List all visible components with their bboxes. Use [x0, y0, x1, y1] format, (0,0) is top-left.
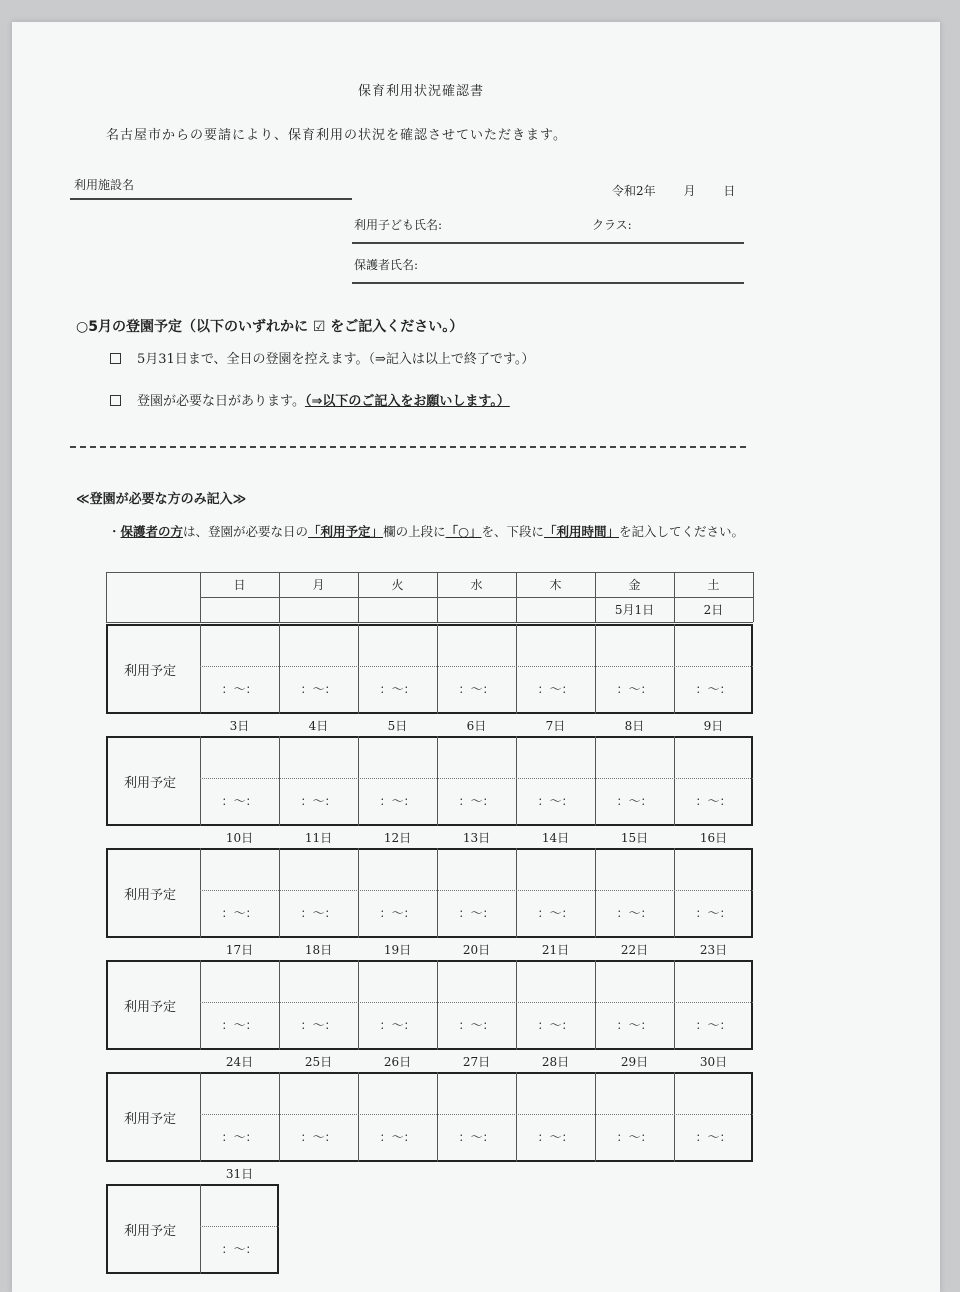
era-year-label: 令和2年 [612, 184, 656, 198]
date-cell: 18日 [304, 942, 333, 957]
attendance-mark-cell[interactable] [200, 1072, 279, 1114]
form-title: 保育利用状況確認書 [358, 84, 485, 99]
facility-field[interactable] [70, 198, 352, 200]
attendance-mark-cell[interactable] [200, 1184, 279, 1226]
row-divider [200, 1002, 753, 1003]
plan-row-label: 利用予定 [124, 1000, 177, 1015]
time-cell[interactable]: ：～： [221, 905, 258, 920]
attendance-mark-cell[interactable] [674, 624, 753, 666]
date-cell: 19日 [383, 942, 412, 957]
attendance-mark-cell[interactable] [279, 736, 358, 778]
date-cell [200, 597, 279, 622]
attendance-mark-cell[interactable] [200, 848, 279, 890]
weekday-header: 月 [312, 578, 325, 592]
time-cell[interactable]: ：～： [458, 1017, 495, 1032]
attendance-mark-cell[interactable] [358, 736, 437, 778]
date-cell: 12日 [383, 830, 412, 845]
time-cell[interactable]: ：～： [616, 1017, 653, 1032]
time-cell[interactable]: ：～： [695, 793, 732, 808]
time-cell[interactable]: ：～： [379, 1017, 416, 1032]
time-cell[interactable]: ：～： [695, 905, 732, 920]
time-cell[interactable]: ：～： [458, 681, 495, 696]
instruction-note: ・保護者の方は、登園が必要な日の「利用予定」欄の上段に「○」を、下段に「利用時間」を記入してください。 [108, 524, 745, 539]
date-cell: 3日 [229, 718, 250, 733]
row-divider [200, 666, 753, 667]
time-cell[interactable]: ：～： [695, 681, 732, 696]
time-cell[interactable]: ：～： [695, 1129, 732, 1144]
date-cell: 24日 [225, 1054, 254, 1069]
attendance-mark-cell[interactable] [358, 1072, 437, 1114]
intro-text: 名古屋市からの要請により、保育利用の状況を確認させていただきます。 [106, 128, 567, 143]
plan-heading: ○5月の登園予定（以下のいずれかに ☑ をご記入ください。） [76, 319, 464, 335]
weekday-header: 日 [233, 578, 246, 592]
attendance-mark-cell[interactable] [516, 1072, 595, 1114]
date-cell: 7日 [545, 718, 566, 733]
attendance-mark-cell[interactable] [358, 848, 437, 890]
attendance-mark-cell[interactable] [279, 1072, 358, 1114]
weekday-header: 火 [391, 578, 404, 592]
attendance-mark-cell[interactable] [437, 624, 516, 666]
attendance-mark-cell[interactable] [516, 736, 595, 778]
date-cell: 27日 [462, 1054, 491, 1069]
date-cell: 5月1日 [614, 603, 655, 617]
time-cell[interactable]: ：～： [379, 905, 416, 920]
section-heading: ≪登園が必要な方のみ記入≫ [76, 492, 247, 507]
date-cell: 11日 [304, 830, 333, 845]
attendance-mark-cell[interactable] [437, 736, 516, 778]
child-name-label: 利用子ども氏名: [354, 218, 443, 232]
row-divider [200, 890, 753, 891]
time-cell[interactable]: ：～： [537, 681, 574, 696]
date-cell: 23日 [699, 942, 728, 957]
attendance-mark-cell[interactable] [595, 736, 674, 778]
attendance-mark-cell[interactable] [358, 960, 437, 1002]
option2-emphasis: （⇒以下のご記入をお願いします。） [304, 394, 510, 409]
attendance-mark-cell[interactable] [437, 1072, 516, 1114]
date-cell: 21日 [541, 942, 570, 957]
time-cell[interactable]: ：～： [537, 905, 574, 920]
time-cell[interactable]: ：～： [221, 1129, 258, 1144]
date-cell: 22日 [620, 942, 649, 957]
day-label: 日 [723, 184, 736, 198]
time-cell[interactable]: ：～： [537, 793, 574, 808]
date-cell: 6日 [466, 718, 487, 733]
plan-row-label: 利用予定 [124, 1112, 177, 1127]
attendance-mark-cell[interactable] [437, 960, 516, 1002]
attendance-mark-cell[interactable] [516, 848, 595, 890]
attendance-mark-cell[interactable] [358, 624, 437, 666]
attendance-mark-cell[interactable] [674, 1072, 753, 1114]
date-cell: 14日 [541, 830, 570, 845]
time-cell[interactable]: ：～： [616, 793, 653, 808]
date-cell: 16日 [699, 830, 728, 845]
grid-line [106, 572, 107, 622]
time-cell[interactable]: ：～： [537, 1129, 574, 1144]
option-attendance-needed[interactable] [110, 390, 510, 409]
time-cell[interactable]: ：～： [616, 1129, 653, 1144]
date-cell [437, 597, 516, 622]
checkbox-icon[interactable] [110, 353, 121, 364]
date-cell [279, 597, 358, 622]
time-cell[interactable]: ：～： [695, 1017, 732, 1032]
attendance-mark-cell[interactable] [516, 960, 595, 1002]
date-cell: 30日 [699, 1054, 728, 1069]
date-cell: 28日 [541, 1054, 570, 1069]
class-label: クラス: [592, 218, 632, 232]
attendance-mark-cell[interactable] [674, 960, 753, 1002]
plan-row-label: 利用予定 [124, 664, 177, 679]
weekday-header: 水 [470, 578, 483, 592]
date-cell: 29日 [620, 1054, 649, 1069]
plan-row-label: 利用予定 [124, 776, 177, 791]
attendance-mark-cell[interactable] [595, 624, 674, 666]
time-cell[interactable]: ：～： [458, 905, 495, 920]
plan-row-label: 利用予定 [124, 888, 177, 903]
time-cell[interactable]: ：～： [379, 681, 416, 696]
date-cell: 10日 [225, 830, 254, 845]
attendance-mark-cell[interactable] [279, 624, 358, 666]
attendance-mark-cell[interactable] [674, 848, 753, 890]
time-cell[interactable]: ：～： [379, 793, 416, 808]
time-cell[interactable]: ：～： [616, 905, 653, 920]
row-divider [200, 1226, 279, 1227]
date-cell: 26日 [383, 1054, 412, 1069]
time-cell[interactable]: ：～： [300, 1129, 337, 1144]
facility-label: 利用施設名 [74, 178, 135, 192]
date-cell: 8日 [624, 718, 645, 733]
time-cell[interactable]: ：～： [616, 681, 653, 696]
time-cell[interactable]: ：～： [221, 1017, 258, 1032]
attendance-mark-cell[interactable] [279, 960, 358, 1002]
time-cell[interactable]: ：～： [458, 1129, 495, 1144]
attendance-mark-cell[interactable] [200, 960, 279, 1002]
option2-text: 登園が必要な日があります。 [137, 394, 305, 409]
time-cell[interactable]: ：～： [221, 793, 258, 808]
row-divider [200, 1114, 753, 1115]
attendance-mark-cell[interactable] [516, 624, 595, 666]
dashed-divider [70, 446, 746, 448]
weekday-header: 金 [628, 578, 641, 592]
time-cell[interactable]: ：～： [300, 681, 337, 696]
weekday-header: 土 [707, 578, 720, 592]
date-field[interactable] [612, 182, 735, 199]
time-cell[interactable]: ：～： [300, 793, 337, 808]
date-cell: 17日 [225, 942, 254, 957]
date-cell: 25日 [304, 1054, 333, 1069]
child-name-field[interactable] [352, 242, 744, 244]
time-cell[interactable]: ：～： [300, 1017, 337, 1032]
attendance-mark-cell[interactable] [200, 736, 279, 778]
option1-text: 5月31日まで、全日の登園を控えます。（⇒記入は以上で終了です。） [137, 352, 535, 367]
row-divider [200, 778, 753, 779]
attendance-mark-cell[interactable] [437, 848, 516, 890]
guardian-name-label: 保護者氏名: [354, 258, 419, 272]
weekday-header: 木 [549, 578, 562, 592]
attendance-mark-cell[interactable] [279, 848, 358, 890]
time-cell[interactable]: ：～： [221, 1241, 258, 1256]
date-cell: 2日 [703, 603, 724, 617]
time-cell[interactable]: ：～： [379, 1129, 416, 1144]
attendance-mark-cell[interactable] [595, 960, 674, 1002]
date-cell: 9日 [703, 718, 724, 733]
grid-line [106, 622, 753, 623]
month-label: 月 [683, 184, 696, 198]
time-cell[interactable]: ：～： [300, 905, 337, 920]
attendance-mark-cell[interactable] [200, 624, 279, 666]
checkbox-icon[interactable] [110, 395, 121, 406]
attendance-mark-cell[interactable] [674, 736, 753, 778]
attendance-mark-cell[interactable] [595, 848, 674, 890]
time-cell[interactable]: ：～： [458, 793, 495, 808]
date-cell: 13日 [462, 830, 491, 845]
date-cell: 4日 [308, 718, 329, 733]
date-cell: 20日 [462, 942, 491, 957]
attendance-mark-cell[interactable] [595, 1072, 674, 1114]
date-cell [516, 597, 595, 622]
date-cell [358, 597, 437, 622]
time-cell[interactable]: ：～： [537, 1017, 574, 1032]
time-cell[interactable]: ：～： [221, 681, 258, 696]
grid-line [753, 572, 754, 622]
guardian-name-field[interactable] [352, 282, 744, 284]
plan-row-label: 利用予定 [124, 1224, 177, 1239]
date-cell: 5日 [387, 718, 408, 733]
date-cell: 31日 [225, 1166, 254, 1181]
date-cell: 15日 [620, 830, 649, 845]
option-no-attendance[interactable] [110, 348, 534, 367]
